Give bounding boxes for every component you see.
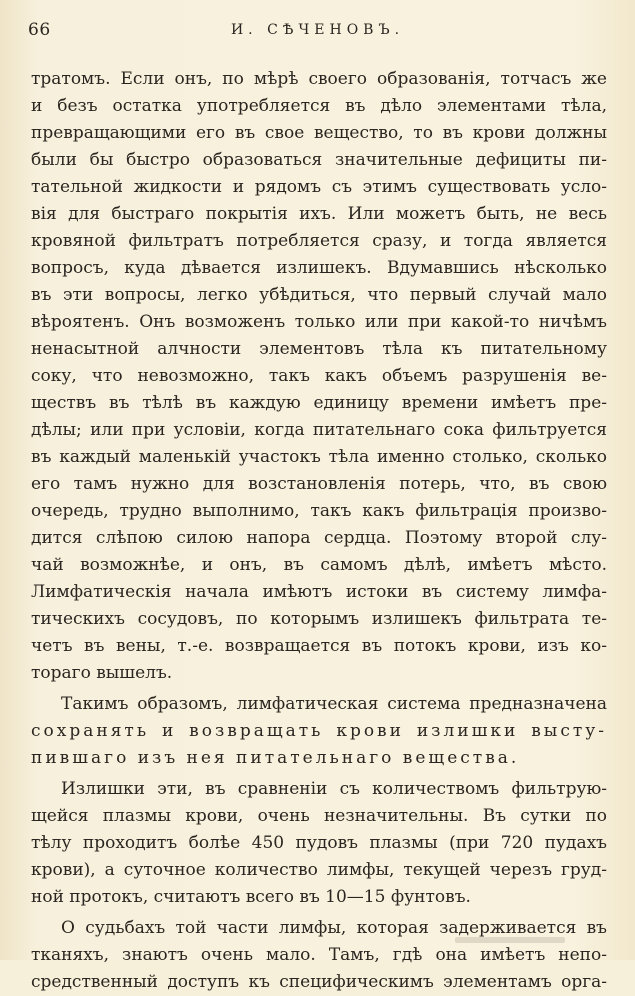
text-line: тательной жидкости и рядомъ съ этимъ существовать усло- [31, 177, 607, 197]
text-line: Такимъ образомъ, лимфатическая система предназначена [61, 694, 607, 714]
text-line: были бы быстро образоваться значительные дефициты пи- [31, 150, 607, 170]
text-line: дѣлы; или при условіи, когда питательнаго сока фильтруется [31, 420, 607, 440]
text-line: вопросъ, куда дѣвается излишекъ. Вдумавшись нѣсколько [31, 258, 607, 278]
text-line: пившаго изъ нея питательнаго вещества. [31, 748, 520, 768]
text-line: тическихъ сосудовъ, по которымъ излишекъ фильтрата те- [31, 609, 607, 629]
paragraph [31, 691, 607, 772]
paragraph [31, 776, 607, 911]
text-line: ществъ въ тѣлѣ въ каждую единицу времени имѣетъ пре- [31, 393, 607, 413]
text-line: ненасытной алчности элементовъ тѣла къ питательному [31, 339, 607, 359]
running-head: И. СѢЧЕНОВЪ. [230, 22, 405, 38]
text-line: въ каждый маленькій участокъ тѣла именно столько, сколько [31, 447, 607, 467]
page-number: 66 [28, 20, 51, 40]
text-line: въ эти вопросы, легко убѣдиться, что первый случай мало [31, 285, 607, 305]
text-line: дится слѣпою силою напора сердца. Поэтому второй слу- [31, 528, 607, 548]
library-stamp [455, 934, 565, 946]
text-line: вія для быстраго покрытія ихъ. Или можетъ быть, не весь [31, 204, 607, 224]
text-line: крови), а суточное количество лимфы, текущей черезъ груд- [31, 860, 607, 880]
text-line: превращающими его въ свое вещество, то въ крови должны [31, 123, 607, 143]
text-line: и безъ остатка употребляется въ дѣло элементами тѣла, [31, 96, 607, 116]
text-line: средственный доступъ къ специфическимъ элементамъ орга- [31, 972, 607, 992]
paragraph [31, 66, 607, 687]
text-line: чай возможнѣе, и онъ, въ самомъ дѣлѣ, имѣетъ мѣсто. [31, 555, 607, 575]
page-header [28, 20, 607, 44]
text-line: Лимфатическія начала имѣютъ истоки въ систему лимфа- [31, 582, 607, 602]
text-line: тканяхъ, знаютъ очень мало. Тамъ, гдѣ она имѣетъ непо- [31, 945, 607, 965]
paragraph [31, 915, 607, 996]
text-line: вѣроятенъ. Онъ возможенъ только или при какой-то ничѣмъ [31, 312, 607, 332]
text-line: щейся плазмы крови, очень незначительны. Въ сутки по [31, 806, 607, 826]
text-line: тратомъ. Если онъ, по мѣрѣ своего образованія, тотчасъ же [31, 69, 607, 89]
text-line: соку, что невозможно, такъ какъ объемъ разрушенія ве- [31, 366, 607, 386]
text-line: тораго вышелъ. [31, 663, 173, 683]
text-line: сохранять и возвращать крови излишки высту- [31, 721, 607, 741]
text-line: кровяной фильтратъ потребляется сразу, и тогда является [31, 231, 607, 251]
text-line: его тамъ нужно для возстановленія потерь, что, въ свою [31, 474, 607, 494]
text-line: тѣлу проходитъ болѣе 450 пудовъ плазмы (при 720 пудахъ [31, 833, 607, 853]
text-line: очередь, трудно выполнимо, такъ какъ фильтрація произво- [31, 501, 607, 521]
text-line: О судьбахъ той части лимфы, которая задерживается въ [61, 918, 607, 938]
text-line: ной протокъ, считаютъ всего въ 10—15 фунтовъ. [31, 887, 471, 907]
text-line: четъ въ вены, т.-е. возвращается въ потокъ крови, изъ ко- [31, 636, 607, 656]
text-line: Излишки эти, въ сравненіи съ количествомъ фильтрую- [61, 779, 607, 799]
body-text [31, 66, 607, 996]
